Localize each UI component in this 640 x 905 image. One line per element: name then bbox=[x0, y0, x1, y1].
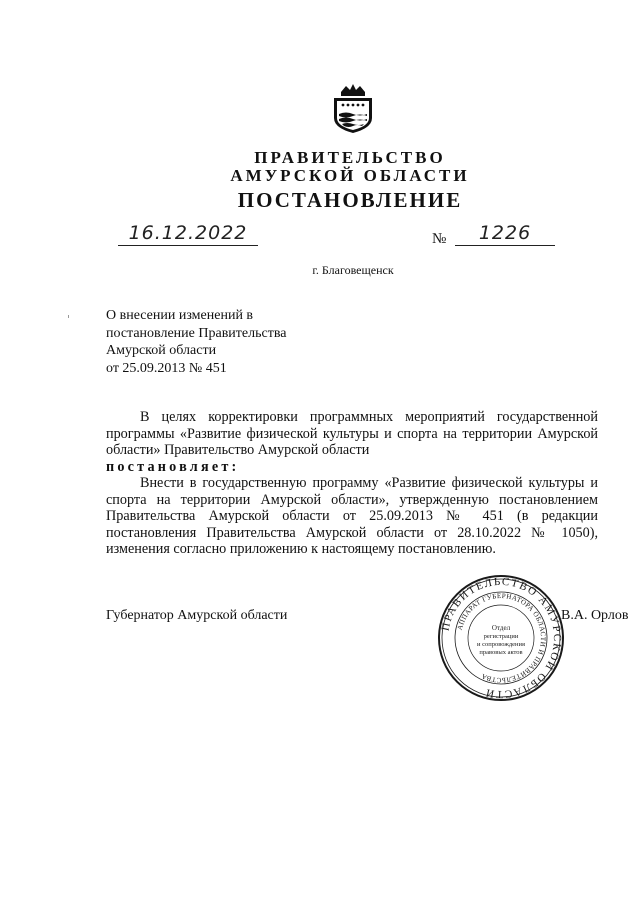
signatory-name: В.А. Орлов bbox=[561, 608, 629, 623]
subject-line: от 25.09.2013 № 451 bbox=[106, 360, 227, 376]
city-name: г. Благовещенск bbox=[312, 263, 394, 277]
region-title: АМУРСКОЙ ОБЛАСТИ bbox=[230, 166, 470, 185]
document-body bbox=[106, 409, 598, 558]
stamp-inner-text: АППАРАТ ГУБЕРНАТОРА ОБЛАСТИ И ПРАВИТЕЛЬСТВА bbox=[455, 591, 548, 685]
subject-line: О внесении изменений в bbox=[106, 308, 254, 323]
margin-mark bbox=[68, 315, 69, 318]
signatory-title: Губернатор Амурской области bbox=[106, 608, 288, 623]
document-date-field bbox=[118, 222, 258, 246]
document-date: 16.12.2022 bbox=[118, 222, 258, 246]
stamp-outer-text: ПРАВИТЕЛЬСТВО АМУРСКОЙ ОБЛАСТИ bbox=[439, 575, 564, 701]
stamp-center-line: правовых актов bbox=[479, 649, 523, 656]
subject-line: постановление Правительства bbox=[106, 325, 287, 341]
decree-word: постановляет: bbox=[106, 458, 240, 475]
preamble-paragraph: В целях корректировки программных мероприятий государственной программы «Развитие физической культуры и спорта на территории Амурской области» Правительство Амурской области bbox=[106, 409, 598, 458]
subject-line: Амурской области bbox=[106, 343, 217, 358]
decree-point-paragraph: Внести в государственную программу «Развитие физической культуры и спорта на территории Амурской области», утвержденную постановлением Правительства Амурской области от 25.09.2013 № 451 (в редакции постановления Правительства Амурской области от 28.10.2022 № 1050), изменения согласно приложению к настоящему постановлению. bbox=[106, 475, 598, 557]
document-number-field bbox=[455, 222, 555, 246]
official-stamp-seal bbox=[437, 574, 565, 702]
document-subject bbox=[106, 307, 286, 377]
stamp-center-line: и сопровождения bbox=[477, 641, 525, 648]
stamp-center-line: Отдел bbox=[491, 624, 511, 632]
document-type-title: ПОСТАНОВЛЕНИЕ bbox=[237, 188, 463, 212]
document-number: 1226 bbox=[455, 222, 555, 246]
coat-of-arms-emblem-icon bbox=[331, 80, 375, 134]
government-title: ПРАВИТЕЛЬСТВО bbox=[254, 148, 446, 167]
number-label: № bbox=[432, 231, 447, 247]
stamp-center-line: регистрации bbox=[483, 633, 519, 640]
